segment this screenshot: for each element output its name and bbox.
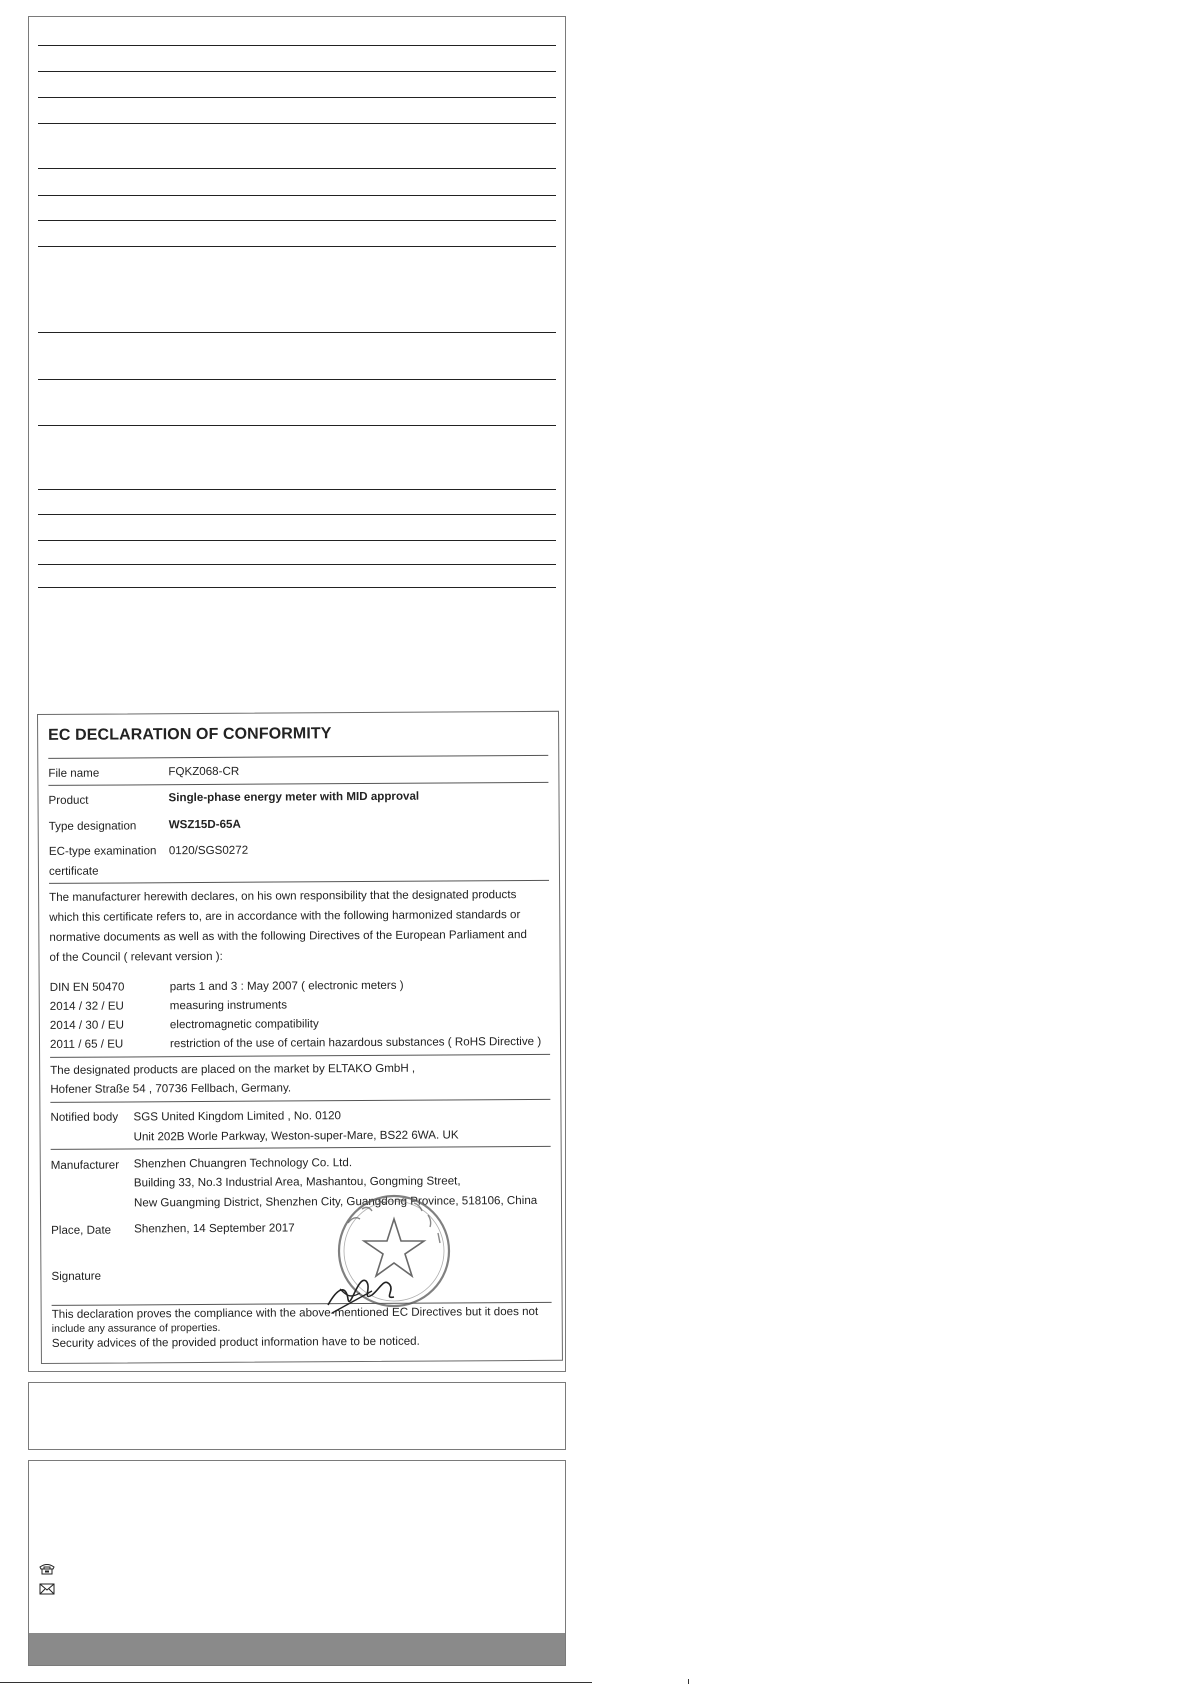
standards-rule — [50, 1054, 550, 1058]
market-line: Hofener Straße 54 , 70736 Fellbach, Germany. — [50, 1081, 292, 1096]
type-designation-label: Type designation — [48, 819, 137, 833]
ec-type-label-2: certificate — [48, 864, 99, 878]
file-name-value: FQKZ068-CR — [168, 764, 240, 779]
blank-line — [38, 195, 556, 196]
telephone-icon — [39, 1563, 55, 1575]
manufacturer-label: Manufacturer — [50, 1158, 120, 1172]
footer-bar — [29, 1633, 565, 1665]
notified-body-line: Unit 202B Worle Parkway, Weston-super-Mare, BS22 6WA. UK — [133, 1128, 459, 1144]
standard-desc: parts 1 and 3 : May 2007 ( electronic meters ) — [169, 978, 404, 994]
contact-panel — [28, 1460, 566, 1666]
notes-panel — [28, 1382, 566, 1450]
declaration-line: of the Council ( relevant version ): — [49, 949, 223, 964]
standard-desc: measuring instruments — [169, 998, 288, 1013]
market-text — [50, 1058, 548, 1099]
file-name-label: File name — [48, 766, 100, 780]
ec-declaration-certificate — [37, 711, 563, 1364]
blank-line — [38, 489, 556, 490]
envelope-icon — [39, 1583, 55, 1595]
standard-desc: restriction of the use of certain hazardous substances ( RoHS Directive ) — [169, 1034, 542, 1051]
blank-line — [38, 514, 556, 515]
blank-line — [38, 425, 556, 426]
standard-code: 2014 / 30 / EU — [49, 1018, 125, 1032]
standard-desc: electromagnetic compatibility — [169, 1017, 319, 1032]
blank-line — [38, 379, 556, 380]
blank-line — [38, 246, 556, 247]
blank-line — [38, 123, 556, 124]
notified-body-label: Notified body — [50, 1110, 119, 1124]
standard-code: 2011 / 65 / EU — [49, 1037, 124, 1051]
notified-body-line: SGS United Kingdom Limited , No. 0120 — [133, 1109, 342, 1124]
notified-body-rule — [51, 1146, 551, 1150]
place-date-label: Place, Date — [51, 1223, 112, 1237]
market-rule — [50, 1099, 550, 1103]
page-bottom-rule — [0, 1682, 592, 1683]
market-line: The designated products are placed on the market by ELTAKO GmbH , — [50, 1061, 416, 1077]
blank-line — [38, 540, 556, 541]
footer-line: This declaration proves the compliance with the above-mentioned EC Directives but it does not — [51, 1304, 539, 1321]
product-label: Product — [48, 793, 89, 807]
crop-mark — [688, 1679, 689, 1684]
declaration-line: The manufacturer herewith declares, on his own responsibility that the designated products — [49, 888, 517, 904]
ec-type-label: EC-type examination — [48, 844, 157, 858]
place-date-value: Shenzhen, 14 September 2017 — [134, 1221, 295, 1236]
blank-line — [38, 564, 556, 565]
blank-line — [38, 332, 556, 333]
standard-code: 2014 / 32 / EU — [49, 999, 124, 1013]
declaration-line: which this certificate refers to, are in accordance with the following harmonized standards or — [49, 908, 521, 924]
ec-type-value: 0120/SGS0272 — [168, 843, 249, 858]
blank-line — [38, 168, 556, 169]
blank-line — [38, 45, 556, 46]
type-designation-value: WSZ15D-65A — [168, 817, 241, 832]
blank-line — [38, 97, 556, 98]
file-name-rule — [48, 782, 548, 786]
footer-line: Security advices of the provided product information have to be noticed. — [51, 1334, 420, 1350]
company-seal-stamp — [326, 1193, 456, 1323]
manufacturer-line: Building 33, No.3 Industrial Area, Mashantou, Gongming Street, — [133, 1174, 461, 1190]
title-rule — [48, 755, 548, 759]
declaration-text — [49, 885, 547, 968]
manufacturer-line: Shenzhen Chuangren Technology Co. Ltd. — [133, 1156, 353, 1171]
ec-type-rule — [49, 880, 549, 884]
product-value: Single-phase energy meter with MID approval — [168, 789, 420, 805]
footer-line: include any assurance of properties. — [51, 1321, 221, 1335]
manufacturer-line: New Guangming District, Shenzhen City, Guangdong Province, 518106, China — [133, 1193, 538, 1210]
blank-line — [38, 587, 556, 588]
declaration-line: normative documents as well as with the following Directives of the European Parliament and — [49, 928, 527, 944]
blank-line — [38, 220, 556, 221]
signature-label: Signature — [51, 1269, 102, 1283]
standard-code: DIN EN 50470 — [49, 980, 125, 994]
blank-line — [38, 71, 556, 72]
certificate-title: EC DECLARATION OF CONFORMITY — [48, 725, 332, 744]
